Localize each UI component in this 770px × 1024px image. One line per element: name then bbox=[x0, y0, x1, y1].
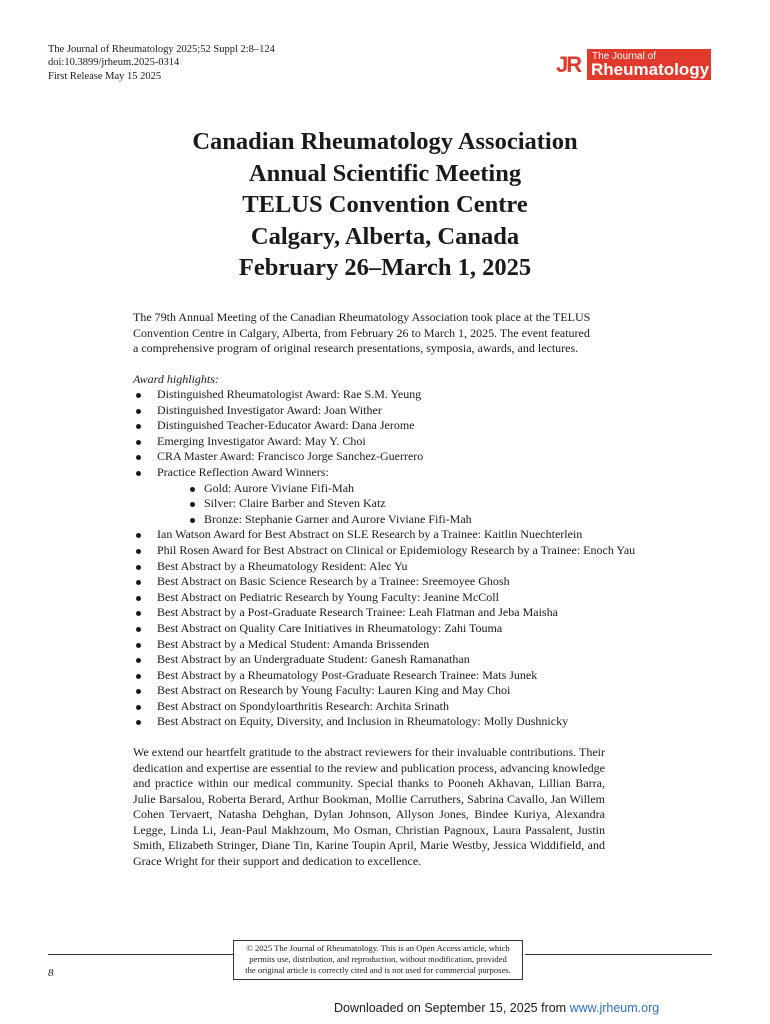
award-item: Practice Reflection Award Winners: bbox=[133, 465, 635, 481]
license-line: the original article is correctly cited and is not used for commercial purposes. bbox=[245, 965, 511, 976]
license-line: permits use, distribution, and reproduction, without modification, provided bbox=[249, 954, 507, 965]
acknowledgements-paragraph: We extend our heartfelt gratitude to the abstract reviewers for their invaluable contributions. Their dedication and expertise are essential to the review and publication process, advancing knowledge and practice within our medical community. Special thanks to Pooneh Akhavan, Lillian Barra, Julie Barsalou, Roberta Berard, Arthur Bookman, Mollie Carruthers, Sabrina Cavallo, Jan Willem Cohen Tervaert, Natasha Dehghan, Dylan Johnson, Allyson Jones, Bindee Kuriya, Alexandra Legge, Linda Li, Jean-Paul Makhzoum, Mo Osman, Christian Pagnoux, Laura Passalent, Justin Smith, Elizabeth Stringer, Diane Tin, Karine Toupin April, Marie Westby, Jessica Widdifield, and Grace Wright for their support and dedication to excellence. bbox=[133, 745, 605, 868]
download-notice bbox=[334, 1001, 659, 1015]
logo-line-2: Rheumatology bbox=[591, 60, 710, 79]
award-item: Distinguished Teacher-Educator Award: Dana Jerome bbox=[133, 418, 635, 434]
award-item: Best Abstract by a Post-Graduate Research Trainee: Leah Flatman and Jeba Maisha bbox=[133, 605, 635, 621]
award-subitem: Bronze: Stephanie Garner and Aurore Viviane Fifi-Mah bbox=[133, 512, 635, 528]
jr-logo-mark: JR bbox=[556, 52, 581, 77]
intro-line: a comprehensive program of original research presentations, symposia, awards, and lectures. bbox=[133, 341, 579, 356]
award-item: Best Abstract on Spondyloarthritis Research: Archita Srinath bbox=[133, 699, 635, 715]
doi-line: doi:10.3899/jrheum.2025-0314 bbox=[48, 57, 180, 69]
award-highlights-heading: Award highlights: bbox=[133, 372, 219, 386]
jrheum-link[interactable]: www.jrheum.org bbox=[569, 1001, 660, 1015]
logo-wordmark bbox=[587, 49, 711, 80]
download-text: Downloaded on September 15, 2025 from bbox=[334, 1001, 570, 1015]
award-item: Emerging Investigator Award: May Y. Choi bbox=[133, 434, 635, 450]
title-line: Canadian Rheumatology Association bbox=[192, 128, 578, 155]
award-item: Distinguished Rheumatologist Award: Rae S.M. Yeung bbox=[133, 387, 635, 403]
award-item: Phil Rosen Award for Best Abstract on Clinical or Epidemiology Research by a Trainee: Enoch Yau bbox=[133, 543, 635, 559]
award-subitem: Gold: Aurore Viviane Fifi-Mah bbox=[133, 481, 635, 497]
title-line: Annual Scientific Meeting bbox=[248, 159, 522, 187]
first-release-line: First Release May 15 2025 bbox=[48, 70, 162, 82]
award-item: Best Abstract on Equity, Diversity, and Inclusion in Rheumatology: Molly Dushnicky bbox=[133, 714, 635, 730]
award-item: Distinguished Investigator Award: Joan Wither bbox=[133, 403, 635, 419]
award-item: Best Abstract on Basic Science Research by a Trainee: Sreemoyee Ghosh bbox=[133, 574, 635, 590]
license-line: © 2025 The Journal of Rheumatology. This is an Open Access article, which bbox=[246, 943, 510, 953]
logo-line-1: The Journal of bbox=[592, 51, 656, 62]
award-list bbox=[133, 387, 635, 730]
intro-line: Convention Centre in Calgary, Alberta, from February 26 to March 1, 2025. The event featured bbox=[133, 325, 590, 340]
award-item: CRA Master Award: Francisco Jorge Sanchez-Guerrero bbox=[133, 449, 635, 465]
award-item: Best Abstract on Research by Young Faculty: Lauren King and May Choi bbox=[133, 683, 635, 699]
award-item: Best Abstract on Quality Care Initiatives in Rheumatology: Zahi Touma bbox=[133, 621, 635, 637]
page-number: 8 bbox=[48, 967, 54, 979]
title-line: TELUS Convention Centre bbox=[242, 191, 528, 219]
award-subitem: Silver: Claire Barber and Steven Katz bbox=[133, 496, 635, 512]
journal-citation: The Journal of Rheumatology 2025;52 Suppl 2:8–124 bbox=[48, 44, 275, 55]
award-item: Ian Watson Award for Best Abstract on SLE Research by a Trainee: Kaitlin Nuechterlein bbox=[133, 527, 635, 543]
license-box bbox=[233, 940, 523, 980]
footer-rule-left bbox=[48, 954, 233, 955]
award-item: Best Abstract on Pediatric Research by Young Faculty: Jeanine McColl bbox=[133, 590, 635, 606]
award-item: Best Abstract by a Medical Student: Amanda Brissenden bbox=[133, 637, 635, 653]
title-line: February 26–March 1, 2025 bbox=[238, 254, 532, 282]
award-item: Best Abstract by an Undergraduate Student: Ganesh Ramanathan bbox=[133, 652, 635, 668]
footer-rule-right bbox=[525, 954, 712, 955]
award-item: Best Abstract by a Rheumatology Resident: Alec Yu bbox=[133, 559, 635, 575]
meeting-title bbox=[0, 126, 770, 284]
citation-block bbox=[48, 43, 275, 83]
journal-logo bbox=[556, 49, 711, 80]
intro-line: The 79th Annual Meeting of the Canadian Rheumatology Association took place at the TELUS bbox=[133, 310, 591, 324]
intro-paragraph bbox=[133, 310, 613, 357]
title-line: Calgary, Alberta, Canada bbox=[250, 222, 520, 250]
award-item: Best Abstract by a Rheumatology Post-Graduate Research Trainee: Mats Junek bbox=[133, 668, 635, 684]
